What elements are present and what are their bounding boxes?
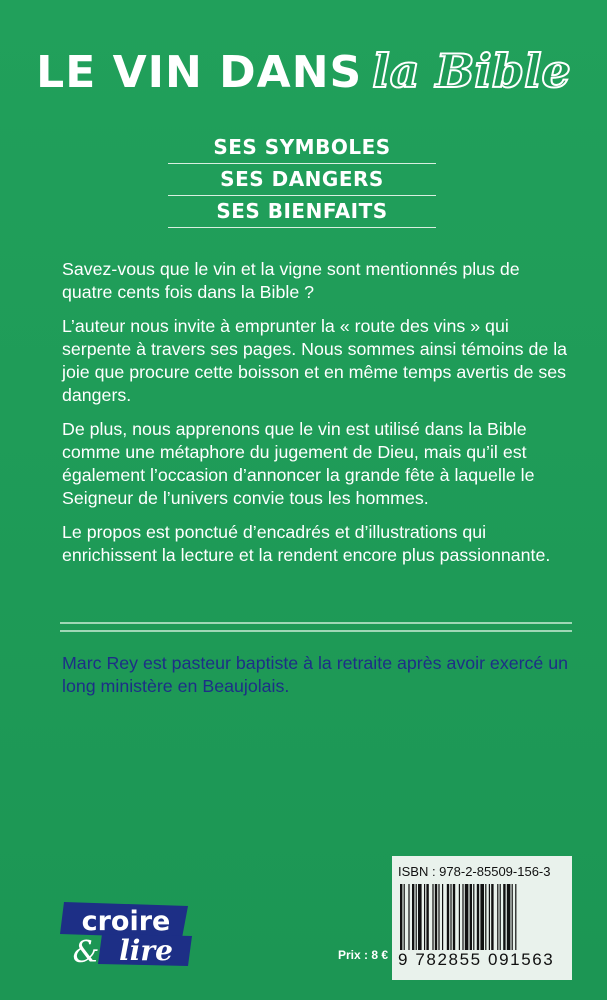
barcode-bar — [462, 884, 463, 950]
subtitle-dangers: SES DANGERS — [168, 164, 436, 196]
barcode-bar — [447, 884, 449, 950]
croire-et-lire-logo — [56, 898, 196, 968]
barcode-bar — [480, 884, 484, 950]
barcode-bar — [500, 884, 501, 950]
barcode-bar — [453, 884, 455, 950]
barcode-bar — [404, 884, 405, 950]
barcode-bar — [485, 884, 486, 950]
barcode-bar — [465, 884, 469, 950]
barcode-bars — [400, 884, 564, 950]
isbn-label: ISBN : 978-2-85509-156-3 — [398, 864, 551, 879]
barcode-bar — [424, 884, 425, 950]
section-divider — [60, 622, 572, 632]
logo-word-lire: lire — [119, 934, 173, 967]
barcode-bar — [473, 884, 474, 950]
barcode-number: 9 782855 091563 — [398, 950, 555, 969]
logo-ampersand: & — [72, 935, 100, 968]
barcode-bar — [400, 884, 402, 950]
barcode-bar — [515, 884, 516, 950]
paragraph-3: De plus, nous apprenons que le vin est utilisé dans la Bible comme une métaphore du jugement de Dieu, mais qu’il est également l’occasion d’annoncer la grande fête à laquelle le Seigneur de l’univers convie tous les hommes. — [62, 419, 535, 508]
barcode-bar — [489, 884, 490, 950]
description — [62, 258, 572, 578]
paragraph-1: Savez-vous que le vin et la vigne sont mentionnés plus de quatre cents fois dans la Bible ? — [62, 259, 520, 302]
paragraph-2: L’auteur nous invite à emprunter la « route des vins » qui serpente à travers ses pages. Nous sommes ainsi témoins de la joie que procure cette boisson et en même temps avertis de ses dangers. — [62, 316, 568, 405]
barcode-panel — [392, 856, 572, 980]
barcode-bar — [438, 884, 439, 950]
paragraph-4: Le propos est ponctué d’encadrés et d’illustrations qui enrichissent la lecture et la rendent encore plus passionnante. — [62, 522, 551, 565]
barcode-bar — [432, 884, 433, 950]
title-script: la Bible — [372, 44, 571, 98]
barcode-bar — [435, 884, 437, 950]
barcode-bar — [426, 884, 428, 950]
title-main: LE VIN DANS — [36, 47, 363, 98]
price-label: Prix : 8 € — [338, 948, 389, 962]
barcode-bar — [450, 884, 451, 950]
barcode-bar — [459, 884, 460, 950]
barcode-bar — [416, 884, 417, 950]
barcode-bar — [470, 884, 472, 950]
barcode-bar — [503, 884, 505, 950]
barcode-bar — [507, 884, 511, 950]
author-note: Marc Rey est pasteur baptiste à la retraite après avoir exercé un long ministère en Beaujolais. — [62, 653, 569, 696]
barcode-bar — [512, 884, 513, 950]
barcode-bar — [491, 884, 493, 950]
barcode-bar — [477, 884, 479, 950]
barcode-bar — [412, 884, 414, 950]
subtitle-list — [168, 132, 436, 228]
barcode-bar — [408, 884, 409, 950]
subtitle-symboles: SES SYMBOLES — [168, 132, 436, 164]
subtitle-bienfaits: SES BIENFAITS — [168, 196, 436, 228]
barcode-bar — [497, 884, 498, 950]
book-title — [0, 44, 607, 98]
barcode-bar — [442, 884, 443, 950]
logo-word-croire: croire — [81, 906, 171, 937]
barcode-bar — [418, 884, 422, 950]
